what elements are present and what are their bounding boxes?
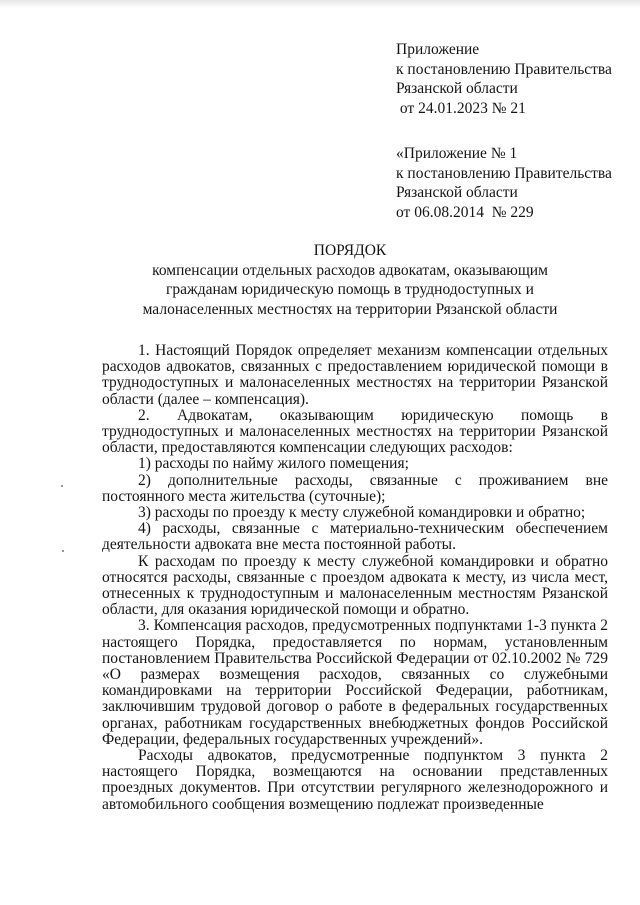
document-title [70,241,630,319]
appendix-header-line: к постановлению Правительства [396,60,612,78]
original-header-line: Рязанской области [396,184,518,201]
original-header-line: к постановлению Правительства [396,164,612,182]
list-item-2: 2) дополнительные расходы, связанные с проживанием вне постоянного места жительства (суточные); [102,471,608,505]
title-subtitle-line: малонаселенных местностях на территории Рязанской области [142,300,558,318]
scan-speck [61,485,63,487]
paragraph-3: 3. Компенсация расходов, предусмотренных подпунктами 1-3 пункта 2 настоящего Порядка, предоставляется по нормам, установленным постановлением Правительства Российской Федерации от 02.10.2002 № 729 «О размерах возмещения расходов, связанных со служебными командировками на территории Российской Федерации, работникам, заключившим трудовой договор о работе в федеральных государственных органах, работникам государственных внебюджетных фондов Российской Федерации, федеральных государственных учреждений». [102,617,608,748]
document-body [102,343,608,813]
paragraph-travel: К расходам по проезду к месту служебной командировки и обратно относятся расходы, связанные с проездом адвоката к месту, из числа мест, отнесенных к труднодоступным и малонаселенным местностям Рязанской области, для оказания юридической помощи и обратно. [102,552,608,619]
original-header-line: от 06.08.2014 № 229 [396,203,534,221]
paragraph-2: 2. Адвокатам, оказывающим юридическую помощь в труднодоступных и малонаселенных местностях на территории Рязанской области, предоставляются компенсации следующих расходов: [102,406,608,457]
original-appendix-header [396,144,636,222]
original-header-line: «Приложение № 1 [396,145,518,162]
appendix-header-line: Приложение [396,41,480,58]
list-item-1: 1) расходы по найму жилого помещения; [138,455,409,473]
appendix-header-line: Рязанской области [396,80,518,97]
paragraph-travel-expenses: Расходы адвокатов, предусмотренные подпунктом 3 пункта 2 настоящего Порядка, возмещаются на основании представленных проездных документов. При отсутствии регулярного железнодорожного и автомобильного сообщения возмещению подлежат произведенные [102,747,608,813]
list-item-4: 4) расходы, связанные с материально-техническим обеспечением деятельности адвоката вне места постоянной работы. [102,520,608,554]
scan-top-edge [0,0,640,8]
scan-speck [62,550,64,552]
list-item-3: 3) расходы по проезду к месту служебной командировки и обратно; [138,504,586,522]
title-subtitle-line: компенсации отдельных расходов адвокатам, оказывающим [152,261,548,279]
title-heading: ПОРЯДОК [313,242,387,259]
appendix-header-line: от 24.01.2023 № 21 [396,99,526,117]
appendix-header [396,40,636,118]
title-subtitle-line: гражданам юридическую помощь в труднодоступных и [166,281,534,298]
paragraph-1: 1. Настоящий Порядок определяет механизм компенсации отдельных расходов адвокатов, связанных с предоставлением юридической помощи в труднодоступных и малонаселенных местностях на территории Рязанской области (далее – компенсация). [102,342,608,408]
